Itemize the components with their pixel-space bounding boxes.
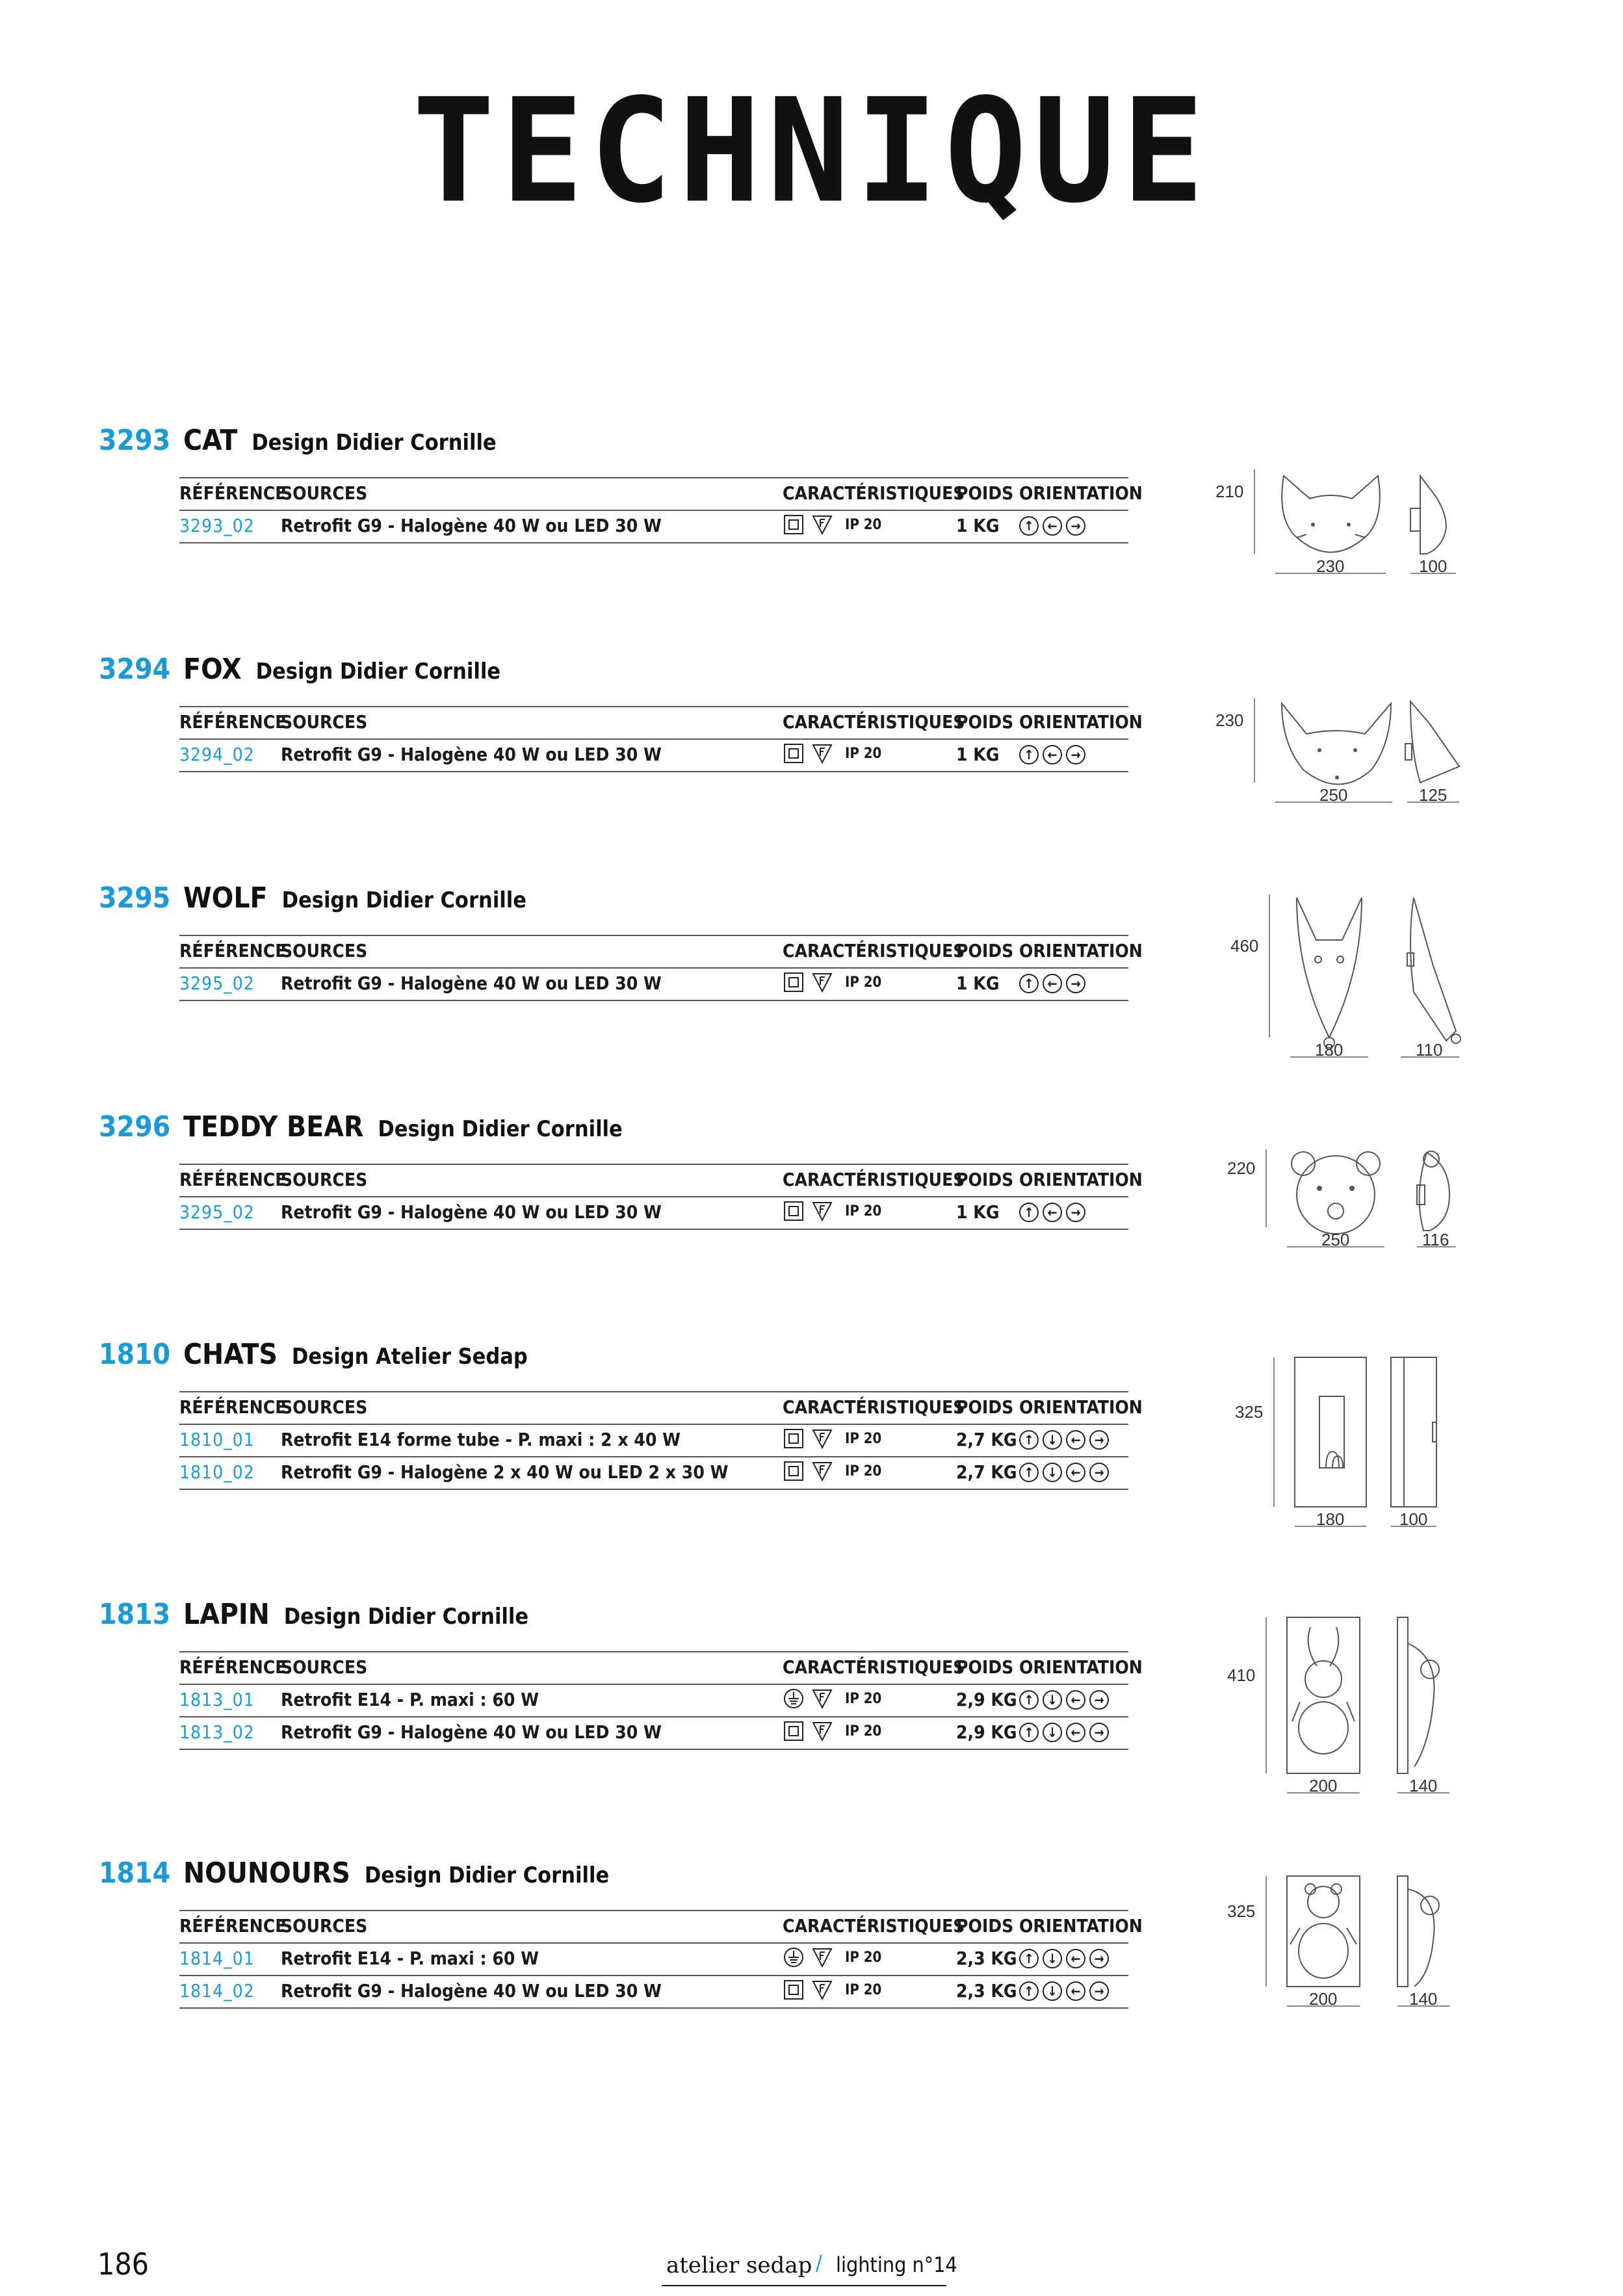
weight: 2,3 KG: [956, 1948, 1017, 1969]
orientation-right-icon: →: [1066, 1203, 1085, 1222]
width-dimension: 200: [1309, 1989, 1338, 2009]
width-dimension: 250: [1319, 785, 1348, 805]
header-orientation: ORIENTATION: [1019, 1915, 1143, 1937]
light-source: Retrofit G9 - Halogène 40 W ou LED 30 W: [281, 972, 662, 994]
header-weight: POIDS: [956, 1656, 1014, 1678]
footer-separator: /: [816, 2250, 822, 2275]
drawing-nounours: [0, 1857, 1623, 2078]
height-dimension: 220: [1227, 1158, 1256, 1178]
product-name: CHATS: [183, 1338, 278, 1371]
header-reference: RÉFÉRENCE: [179, 711, 287, 733]
front-view-bear: [1292, 1152, 1380, 1234]
front-view-nounours: [1287, 1876, 1360, 1987]
orientation-left-icon: ←: [1043, 745, 1062, 764]
side-view-fox: [1405, 701, 1459, 783]
ip-rating: IP 20: [845, 974, 882, 991]
side-view-bear: [1417, 1151, 1449, 1231]
ip-rating: IP 20: [845, 1430, 882, 1447]
orientation-down-icon: ↓: [1043, 1723, 1062, 1742]
header-reference: RÉFÉRENCE: [179, 1915, 287, 1937]
front-view-lapin: [1287, 1617, 1360, 1773]
header-orientation: ORIENTATION: [1019, 482, 1143, 504]
reference-code: 3295_02: [179, 972, 255, 994]
orientation-right-icon: →: [1089, 1949, 1109, 1968]
ip-rating: IP 20: [845, 1981, 882, 1998]
width-dimension: 230: [1316, 556, 1345, 576]
orientation-up-icon: ↑: [1019, 1723, 1039, 1742]
drawing-fox: [0, 653, 1623, 874]
orientation-down-icon: ↓: [1043, 1430, 1062, 1450]
header-orientation: ORIENTATION: [1019, 940, 1143, 961]
light-source: Retrofit E14 - P. maxi : 60 W: [281, 1689, 539, 1710]
product-designer: Design Didier Cornille: [252, 430, 497, 456]
product-number: 3293: [99, 424, 171, 457]
orientation-down-icon: ↓: [1043, 1690, 1062, 1710]
product-bear: [0, 1110, 1623, 1331]
weight: 2,9 KG: [956, 1721, 1017, 1743]
reference-code: 1813_02: [179, 1721, 255, 1743]
ip-rating: IP 20: [845, 1690, 882, 1707]
reference-code: 1810_01: [179, 1429, 255, 1450]
drawing-bear: [0, 1110, 1623, 1331]
footer-catalog: lighting n°14: [836, 2252, 957, 2277]
reference-code: 3294_02: [179, 744, 255, 765]
product-name: NOUNOURS: [183, 1857, 350, 1890]
front-view-fox: [1282, 703, 1391, 785]
product-number: 3294: [99, 653, 171, 686]
product-number: 1810: [99, 1338, 171, 1371]
header-sources: SOURCES: [281, 940, 368, 961]
weight: 2,7 KG: [956, 1461, 1017, 1483]
orientation-up-icon: ↑: [1019, 974, 1039, 993]
header-features: CARACTÉRISTIQUES: [783, 1169, 965, 1190]
height-dimension: 460: [1230, 936, 1259, 956]
width-dimension: 180: [1316, 1509, 1345, 1529]
width-dimension: 180: [1315, 1040, 1344, 1060]
header-sources: SOURCES: [281, 1169, 368, 1190]
light-source: Retrofit G9 - Halogène 40 W ou LED 30 W: [281, 1721, 662, 1743]
light-source: Retrofit E14 forme tube - P. maxi : 2 x 40 W: [281, 1429, 681, 1450]
front-view-chats: [1295, 1357, 1366, 1507]
product-cat: [0, 424, 1623, 645]
orientation-left-icon: ←: [1066, 1723, 1085, 1742]
height-dimension: 325: [1227, 1901, 1256, 1921]
weight: 1 KG: [956, 1201, 1000, 1223]
drawing-wolf: [0, 881, 1623, 1102]
page-number: 186: [97, 2247, 149, 2282]
light-source: Retrofit G9 - Halogène 40 W ou LED 30 W: [281, 744, 662, 765]
product-wolf: [0, 881, 1623, 1102]
ip-rating: IP 20: [845, 516, 882, 533]
product-designer: Design Didier Cornille: [281, 887, 527, 913]
orientation-up-icon: ↑: [1019, 1981, 1039, 2001]
weight: 1 KG: [956, 515, 1000, 536]
width-dimension: 200: [1309, 1776, 1338, 1795]
header-weight: POIDS: [956, 711, 1014, 733]
orientation-down-icon: ↓: [1043, 1981, 1062, 2001]
product-nounours: [0, 1857, 1623, 2078]
height-dimension: 230: [1215, 711, 1244, 730]
reference-code: 1813_01: [179, 1689, 255, 1710]
light-source: Retrofit G9 - Halogène 2 x 40 W ou LED 2 x 30 W: [281, 1461, 729, 1483]
product-name: CAT: [183, 424, 238, 457]
orientation-up-icon: ↑: [1019, 1430, 1039, 1450]
header-weight: POIDS: [956, 940, 1014, 961]
orientation-right-icon: →: [1066, 745, 1085, 764]
side-view-wolf: [1407, 898, 1461, 1043]
height-dimension: 210: [1215, 482, 1244, 501]
drawing-cat: [0, 424, 1623, 645]
orientation-right-icon: →: [1066, 974, 1085, 993]
ip-rating: IP 20: [845, 745, 882, 762]
height-dimension: 325: [1235, 1402, 1264, 1422]
header-weight: POIDS: [956, 1169, 1014, 1190]
reference-code: 1810_02: [179, 1461, 255, 1483]
orientation-left-icon: ←: [1043, 974, 1062, 993]
orientation-up-icon: ↑: [1019, 1203, 1039, 1222]
light-source: Retrofit G9 - Halogène 40 W ou LED 30 W: [281, 515, 662, 536]
ip-rating: IP 20: [845, 1463, 882, 1480]
product-name: TEDDY BEAR: [183, 1110, 364, 1143]
header-features: CARACTÉRISTIQUES: [783, 940, 965, 961]
header-features: CARACTÉRISTIQUES: [783, 1656, 965, 1678]
depth-dimension: 110: [1416, 1040, 1443, 1060]
light-source: Retrofit G9 - Halogène 40 W ou LED 30 W: [281, 1201, 662, 1223]
header-features: CARACTÉRISTIQUES: [783, 482, 965, 504]
product-lapin: [0, 1598, 1623, 1819]
orientation-left-icon: ←: [1066, 1949, 1085, 1968]
depth-dimension: 140: [1409, 1776, 1438, 1795]
footer-brand: atelier sedap: [666, 2252, 812, 2278]
product-number: 1813: [99, 1598, 171, 1631]
product-number: 3296: [99, 1110, 171, 1143]
drawing-chats: [0, 1338, 1623, 1559]
orientation-left-icon: ←: [1066, 1463, 1085, 1482]
product-name: LAPIN: [183, 1598, 270, 1631]
header-weight: POIDS: [956, 1396, 1014, 1418]
product-chats: [0, 1338, 1623, 1559]
header-sources: SOURCES: [281, 482, 368, 504]
orientation-right-icon: →: [1089, 1463, 1109, 1482]
ip-rating: IP 20: [845, 1203, 882, 1220]
orientation-left-icon: ←: [1066, 1430, 1085, 1450]
reference-code: 1814_01: [179, 1948, 255, 1969]
orientation-down-icon: ↓: [1043, 1463, 1062, 1482]
orientation-left-icon: ←: [1043, 516, 1062, 536]
light-source: Retrofit G9 - Halogène 40 W ou LED 30 W: [281, 1980, 662, 2002]
ip-rating: IP 20: [845, 1949, 882, 1966]
side-view-chats: [1391, 1357, 1436, 1507]
width-dimension: 250: [1321, 1230, 1350, 1249]
reference-code: 1814_02: [179, 1980, 255, 2002]
ip-rating: IP 20: [845, 1723, 882, 1740]
header-sources: SOURCES: [281, 1656, 368, 1678]
orientation-up-icon: ↑: [1019, 1463, 1039, 1482]
product-designer: Design Didier Cornille: [283, 1604, 529, 1630]
orientation-up-icon: ↑: [1019, 745, 1039, 764]
height-dimension: 410: [1227, 1665, 1256, 1685]
product-designer: Design Didier Cornille: [378, 1116, 623, 1142]
header-features: CARACTÉRISTIQUES: [783, 711, 965, 733]
header-weight: POIDS: [956, 482, 1014, 504]
orientation-left-icon: ←: [1066, 1981, 1085, 2001]
light-source: Retrofit E14 - P. maxi : 60 W: [281, 1948, 539, 1969]
front-view-cat: [1282, 476, 1380, 553]
header-features: CARACTÉRISTIQUES: [783, 1915, 965, 1937]
header-reference: RÉFÉRENCE: [179, 1396, 287, 1418]
product-name: WOLF: [183, 881, 268, 915]
drawing-lapin: [0, 1598, 1623, 1819]
header-reference: RÉFÉRENCE: [179, 482, 287, 504]
orientation-right-icon: →: [1089, 1430, 1109, 1450]
header-orientation: ORIENTATION: [1019, 1396, 1143, 1418]
front-view-wolf: [1297, 898, 1362, 1048]
depth-dimension: 140: [1409, 1989, 1438, 2009]
product-number: 3295: [99, 881, 171, 915]
depth-dimension: 116: [1422, 1230, 1449, 1249]
product-designer: Design Didier Cornille: [255, 659, 501, 685]
header-reference: RÉFÉRENCE: [179, 1169, 287, 1190]
product-designer: Design Didier Cornille: [364, 1862, 610, 1888]
orientation-up-icon: ↑: [1019, 1690, 1039, 1710]
header-weight: POIDS: [956, 1915, 1014, 1937]
header-orientation: ORIENTATION: [1019, 1169, 1143, 1190]
side-view-cat: [1410, 476, 1446, 554]
depth-dimension: 100: [1419, 556, 1448, 576]
weight: 2,7 KG: [956, 1429, 1017, 1450]
page-title: TECHNIQUE: [412, 67, 1211, 235]
header-reference: RÉFÉRENCE: [179, 1656, 287, 1678]
product-number: 1814: [99, 1857, 171, 1890]
weight: 1 KG: [956, 972, 1000, 994]
product-designer: Design Atelier Sedap: [291, 1344, 528, 1370]
orientation-right-icon: →: [1089, 1723, 1109, 1742]
side-view-lapin: [1397, 1617, 1439, 1773]
weight: 2,9 KG: [956, 1689, 1017, 1710]
depth-dimension: 125: [1419, 785, 1448, 805]
weight: 1 KG: [956, 744, 1000, 765]
header-orientation: ORIENTATION: [1019, 711, 1143, 733]
orientation-up-icon: ↑: [1019, 516, 1039, 536]
orientation-down-icon: ↓: [1043, 1949, 1062, 1968]
orientation-right-icon: →: [1089, 1690, 1109, 1710]
header-sources: SOURCES: [281, 1915, 368, 1937]
header-features: CARACTÉRISTIQUES: [783, 1396, 965, 1418]
reference-code: 3293_02: [179, 515, 255, 536]
orientation-up-icon: ↑: [1019, 1949, 1039, 1968]
header-sources: SOURCES: [281, 1396, 368, 1418]
weight: 2,3 KG: [956, 1980, 1017, 2002]
header-sources: SOURCES: [281, 711, 368, 733]
orientation-left-icon: ←: [1066, 1690, 1085, 1710]
header-reference: RÉFÉRENCE: [179, 940, 287, 961]
product-fox: [0, 653, 1623, 874]
product-name: FOX: [183, 653, 242, 686]
footer-rule: [662, 2285, 946, 2286]
orientation-right-icon: →: [1089, 1981, 1109, 2001]
orientation-right-icon: →: [1066, 516, 1085, 536]
depth-dimension: 100: [1399, 1509, 1428, 1529]
header-orientation: ORIENTATION: [1019, 1656, 1143, 1678]
side-view-nounours: [1397, 1876, 1439, 1987]
orientation-left-icon: ←: [1043, 1203, 1062, 1222]
reference-code: 3295_02: [179, 1201, 255, 1223]
